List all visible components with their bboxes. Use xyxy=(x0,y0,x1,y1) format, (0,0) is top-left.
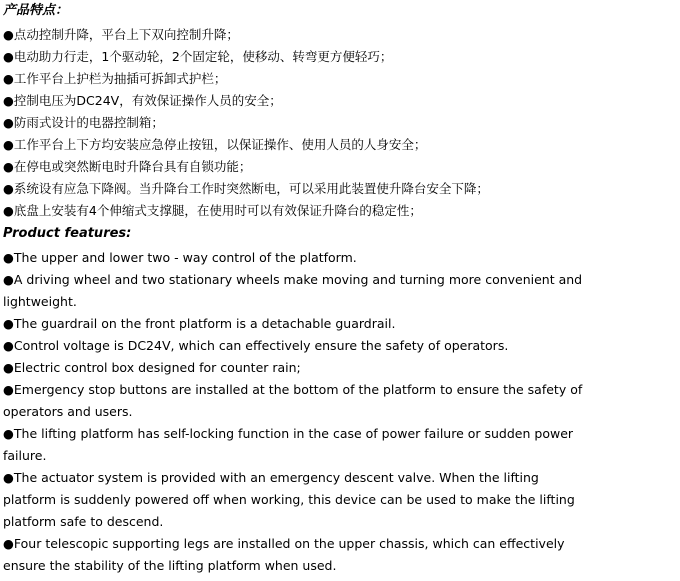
cn-feature-item: ●在停电或突然断电时升降台具有自锁功能； xyxy=(3,159,252,174)
cn-feature-item: ●工作平台上护栏为抽插可拆卸式护栏； xyxy=(3,71,227,86)
en-feature-item: ●Electric control box designed for counter rain; xyxy=(3,360,301,375)
en-feature-list xyxy=(3,247,583,577)
cn-feature-item: ●工作平台上下方均安装应急停止按钮，以保证操作、使用人员的人身安全； xyxy=(3,137,427,152)
en-feature-item: ●The guardrail on the front platform is a detachable guardrail. xyxy=(3,316,396,331)
cn-feature-item: ●底盘上安装有4个伸缩式支撑腿，在使用时可以有效保证升降台的稳定性； xyxy=(3,203,422,218)
en-feature-item: ●Emergency stop buttons are installed at the bottom of the platform to ensure the safety of operators and users. xyxy=(3,382,583,419)
cn-feature-item: ●系统设有应急下降阀。当升降台工作时突然断电，可以采用此装置使升降台安全下降； xyxy=(3,181,489,196)
en-feature-item: ●The upper and lower two - way control of the platform. xyxy=(3,250,357,265)
cn-feature-list xyxy=(3,24,680,222)
en-feature-item: ●Control voltage is DC24V, which can effectively ensure the safety of operators. xyxy=(3,338,509,353)
cn-feature-item: ●防雨式设计的电器控制箱； xyxy=(3,115,164,130)
cn-feature-item: ●控制电压为DC24V，有效保证操作人员的安全； xyxy=(3,93,282,108)
cn-feature-item: ●点动控制升降，平台上下双向控制升降； xyxy=(3,27,239,42)
en-feature-item: ●The lifting platform has self-locking function in the case of power failure or sudden power failure. xyxy=(3,426,574,463)
en-heading: Product features: xyxy=(3,226,132,241)
en-feature-item: ●A driving wheel and two stationary wheels make moving and turning more convenient and lightweight. xyxy=(3,272,583,309)
cn-heading: 产品特点： xyxy=(3,3,69,18)
cn-feature-item: ●电动助力行走，1个驱动轮，2个固定轮，使移动、转弯更方便轻巧； xyxy=(3,49,393,64)
en-feature-item: ●Four telescopic supporting legs are installed on the upper chassis, which can effectively ensure the stability of the lifting platform when used. xyxy=(3,536,565,573)
en-feature-item: ●The actuator system is provided with an emergency descent valve. When the lifting platform is suddenly powered off when working, this device can be used to make the lifting platform safe to descend. xyxy=(3,470,575,529)
